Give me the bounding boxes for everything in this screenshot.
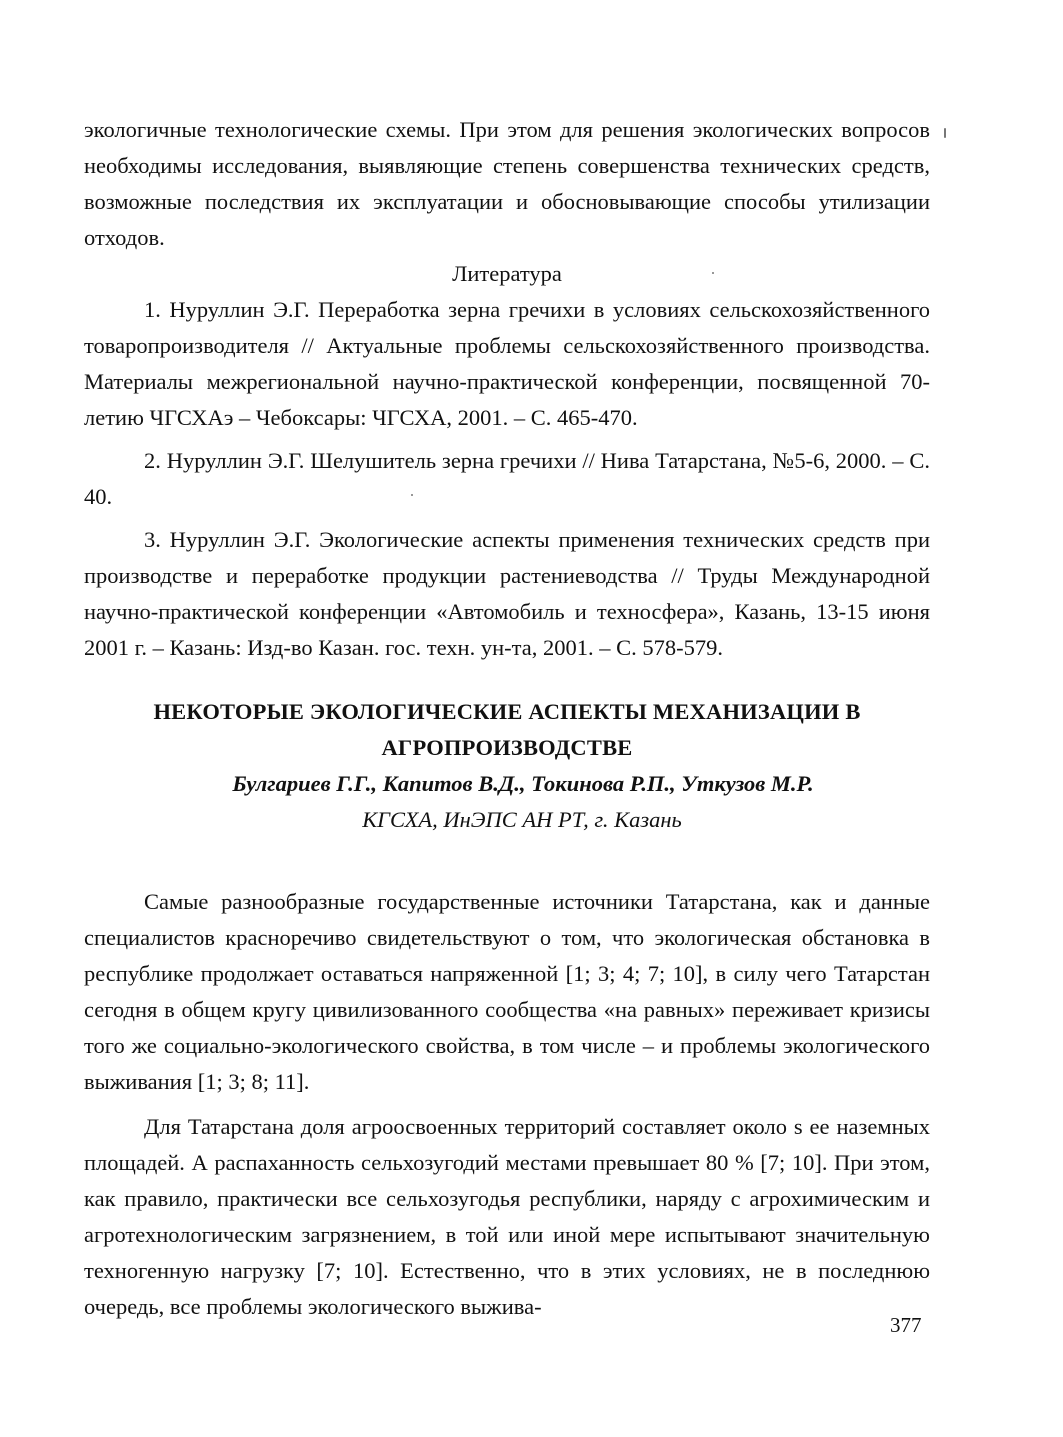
article-title-line: НЕКОТОРЫЕ ЭКОЛОГИЧЕСКИЕ АСПЕКТЫ МЕХАНИЗАЦИИ В (153, 699, 861, 724)
page-content (84, 112, 930, 1334)
scan-speck (411, 494, 413, 496)
article-authors: Булгариев Г.Г., Капитов В.Д., Токинова Р.П., Уткузов М.Р. (232, 771, 814, 796)
reference-item: 1. Нуруллин Э.Г. Переработка зерна гречихи в условиях сельскохозяйственного товаропроизводителя // Актуальные проблемы сельскохозяйственного производства. Материалы межрегиональной научно-практической конференции, посвященной 70-летию ЧГСХАэ – Чебоксары: ЧГСХА, 2001. – С. 465-470. (84, 297, 930, 430)
body-paragraph: Самые разнообразные государственные источники Татарстана, как и данные специалистов красноречиво свидетельствуют о том, что экологическая обстановка в республике продолжает оставаться напряженной [1; 3; 4; 7; 10], в силу чего Татарстан сегодня в общем кругу цивилизованного сообщества «на равных» переживает кризисы того же социально-экологического свойства, в том числе – и проблемы экологического выживания [1; 3; 8; 11]. (84, 889, 930, 1094)
scan-speck (944, 128, 946, 138)
page-number: 377 (890, 1313, 922, 1337)
reference-item: 2. Нуруллин Э.Г. Шелушитель зерна гречихи // Нива Татарстана, №5-6, 2000. – С. 40. (84, 448, 930, 509)
scan-speck (712, 272, 714, 274)
reference-list (84, 292, 930, 666)
article-body (84, 884, 930, 1325)
body-paragraph: Для Татарстана доля агроосвоенных территорий составляет около s ее наземных площадей. А распаханность сельхозугодий местами превышает 80 % [7; 10]. При этом, как правило, практически все сельхозугодья республики, наряду с агрохимическим и агротехнологическим загрязнением, в той или иной мере испытывают значительную техногенную нагрузку [7; 10]. Естественно, что в этих условиях, не в последнюю очередь, все проблемы экологического выжива- (84, 1114, 930, 1319)
intro-paragraph: экологичные технологические схемы. При этом для решения экологических вопросов необходимы исследования, выявляющие степень совершенства технических средств, возможные последствия их эксплуатации и обосновывающие способы утилизации отходов. (84, 117, 930, 250)
article-title (84, 694, 930, 766)
article-title-line: АГРОПРОИЗВОДСТВЕ (381, 735, 633, 760)
article-affiliation: КГСХА, ИнЭПС АН РТ, г. Казань (362, 807, 682, 832)
reference-item: 3. Нуруллин Э.Г. Экологические аспекты применения технических средств при производстве и переработке продукции растениеводства // Труды Международной научно-практической конференции «Автомобиль и техносфера», Казань, 13-15 июня 2001 г. – Казань: Изд-во Казан. гос. техн. ун-та, 2001. – С. 578-579. (84, 527, 930, 660)
literature-heading: Литература (452, 261, 562, 286)
